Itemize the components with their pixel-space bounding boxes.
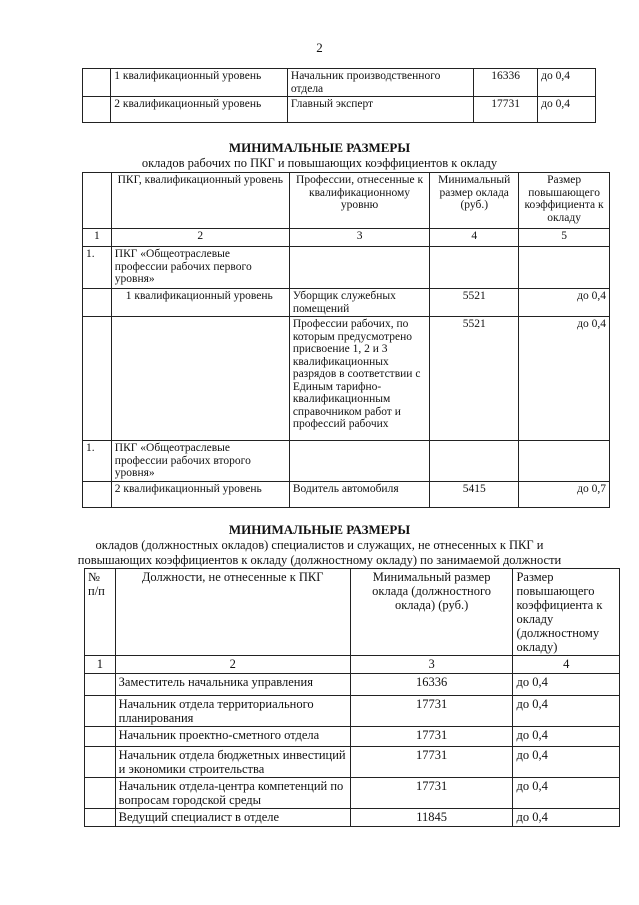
table-row	[85, 747, 620, 778]
coef-cell: до 0,4	[513, 809, 620, 827]
position-cell: Ведущий специалист в отделе	[115, 809, 350, 827]
level-cell: 1 квалификационный уровень	[111, 69, 288, 97]
position-cell: Начальник проектно-сметного отдела	[115, 727, 350, 747]
table-row	[85, 674, 620, 696]
column-number: 2	[111, 229, 289, 247]
salary-cell: 17731	[350, 778, 513, 809]
level-cell: 1 квалификационный уровень	[111, 289, 289, 317]
coef-cell: до 0,7	[519, 481, 610, 507]
position-cell: Начальник отдела бюджетных инвестиций и экономики строительства	[115, 747, 350, 778]
section-subtitle: повышающих коэффициентов к окладу (должностному окладу) по занимаемой должности	[77, 553, 562, 567]
group-row	[83, 441, 610, 482]
coef-cell: до 0,4	[513, 696, 620, 727]
salary-cell: 17731	[350, 727, 513, 747]
table-row	[83, 69, 596, 97]
column-header: Профессии, отнесенные к квалификационному уровню	[289, 173, 430, 229]
salary-cell: 17731	[350, 747, 513, 778]
table-top	[82, 68, 596, 123]
column-number: 4	[430, 229, 519, 247]
column-number: 1	[83, 229, 112, 247]
section-title: МИНИМАЛЬНЫЕ РАЗМЕРЫ	[228, 140, 411, 155]
position-cell: Заместитель начальника управления	[115, 674, 350, 696]
column-number: 1	[85, 656, 116, 674]
column-number: 2	[115, 656, 350, 674]
salary-cell: 11845	[350, 809, 513, 827]
coef-cell: до 0,4	[513, 747, 620, 778]
column-header: Минимальный размер оклада (должностного оклада) (руб.)	[350, 569, 513, 656]
column-header: ПКГ, квалификационный уровень	[111, 173, 289, 229]
column-header: Должности, не отнесенные к ПКГ	[115, 569, 350, 656]
table-row	[83, 317, 610, 441]
table-row	[85, 809, 620, 827]
column-number: 4	[513, 656, 620, 674]
coef-cell: до 0,4	[513, 727, 620, 747]
coef-cell: до 0,4	[513, 674, 620, 696]
column-header: Размер повышающего коэффициента к окладу	[519, 173, 610, 229]
group-name: ПКГ «Общеотраслевые профессии рабочих второго уровня»	[111, 441, 289, 482]
position-cell: Начальник отдела территориального планирования	[115, 696, 350, 727]
salary-cell: 5521	[430, 289, 519, 317]
salary-cell: 17731	[350, 696, 513, 727]
position-cell: Начальник производственного отдела	[287, 69, 473, 97]
group-number: 1.	[83, 247, 112, 289]
group-row	[83, 247, 610, 289]
column-header: Минимальный размер оклада (руб.)	[430, 173, 519, 229]
salary-cell: 16336	[474, 69, 538, 97]
page-number: 2	[316, 40, 323, 55]
column-number: 3	[289, 229, 430, 247]
column-header: № п/п	[85, 569, 116, 656]
section-subtitle: окладов рабочих по ПКГ и повышающих коэффициентов к окладу	[141, 156, 498, 170]
salary-cell: 5521	[430, 317, 519, 441]
level-cell: 2 квалификационный уровень	[111, 481, 289, 507]
table-row	[83, 97, 596, 123]
coef-cell: до 0,4	[538, 97, 596, 123]
table-header-row	[85, 569, 620, 656]
salary-cell: 5415	[430, 481, 519, 507]
table-header-row	[83, 173, 610, 229]
column-number: 3	[350, 656, 513, 674]
section-subtitle: окладов (должностных окладов) специалистов и служащих, не отнесенных к ПКГ и	[95, 538, 544, 552]
table-row	[83, 289, 610, 317]
salary-cell: 16336	[350, 674, 513, 696]
coef-cell: до 0,4	[538, 69, 596, 97]
group-name: ПКГ «Общеотраслевые профессии рабочих первого уровня»	[111, 247, 289, 289]
position-cell: Главный эксперт	[287, 97, 473, 123]
column-numbers-row	[83, 229, 610, 247]
table-row	[85, 727, 620, 747]
section-title: МИНИМАЛЬНЫЕ РАЗМЕРЫ	[228, 522, 411, 537]
profession-cell: Уборщик служебных помещений	[289, 289, 430, 317]
coef-cell: до 0,4	[519, 289, 610, 317]
table-positions	[84, 568, 620, 827]
position-cell: Начальник отдела-центра компетенций по вопросам городской среды	[115, 778, 350, 809]
group-number: 1.	[83, 441, 112, 482]
profession-cell: Профессии рабочих, по которым предусмотрено присвоение 1, 2 и 3 квалификационных разрядов в соответствии с Единым тарифно-квалификационным справочником работ и профессий рабочих	[289, 317, 430, 441]
level-cell: 2 квалификационный уровень	[111, 97, 288, 123]
profession-cell: Водитель автомобиля	[289, 481, 430, 507]
salary-cell: 17731	[474, 97, 538, 123]
coef-cell: до 0,4	[513, 778, 620, 809]
table-row	[85, 778, 620, 809]
column-header: Размер повышающего коэффициента к окладу (должностному окладу)	[513, 569, 620, 656]
table-row	[83, 481, 610, 507]
coef-cell: до 0,4	[519, 317, 610, 441]
column-number: 5	[519, 229, 610, 247]
table-row	[85, 696, 620, 727]
table-workers	[82, 172, 610, 508]
column-numbers-row	[85, 656, 620, 674]
